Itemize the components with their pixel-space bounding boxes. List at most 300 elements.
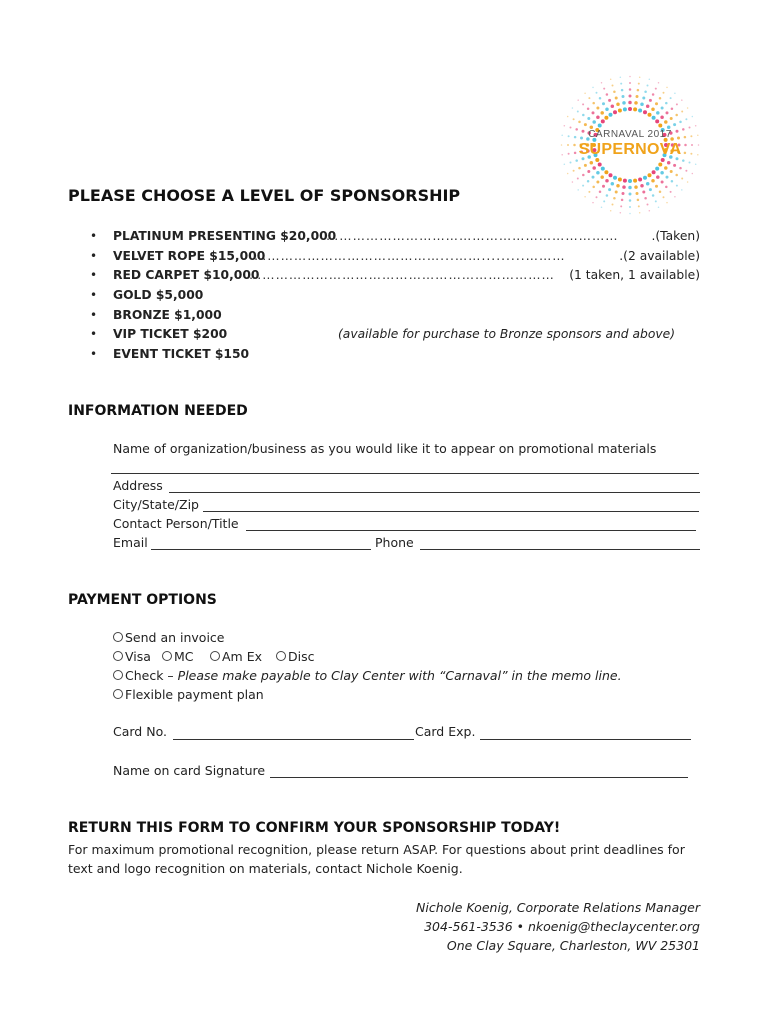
starburst-dot [577, 178, 579, 180]
starburst-dot [612, 204, 614, 206]
starburst-dot [603, 200, 605, 202]
starburst-dot [622, 101, 626, 105]
starburst-dot [636, 95, 639, 98]
starburst-dot [612, 85, 614, 87]
starburst-dot [638, 205, 640, 207]
radio-circle-icon[interactable] [113, 651, 123, 661]
starburst-dot [633, 107, 637, 111]
contact-address: One Clay Square, Charleston, WV 25301 [446, 938, 700, 953]
starburst-logo-graphic [555, 75, 705, 225]
starburst-dot [578, 167, 581, 170]
starburst-dot [647, 85, 649, 87]
starburst-dot [634, 101, 638, 105]
starburst-dot [620, 212, 622, 214]
starburst-dot [697, 154, 699, 156]
option-check[interactable] [113, 666, 622, 685]
starburst-dot [616, 184, 620, 188]
starburst-dot [682, 128, 685, 131]
starburst-dot [671, 180, 674, 183]
starburst-dot [681, 178, 683, 180]
sponsorship-level-list [90, 227, 700, 365]
starburst-dot [620, 205, 622, 207]
starburst-dot [642, 191, 645, 194]
starburst-dot [561, 144, 563, 146]
starburst-dot [638, 83, 640, 85]
starburst-dot [587, 180, 590, 183]
bullet-icon: • [90, 288, 98, 303]
starburst-dot [623, 179, 627, 183]
level-availability: .(Taken) [651, 229, 700, 243]
starburst-dot [676, 103, 678, 105]
starburst-dot [637, 199, 640, 202]
starburst-dot [582, 174, 585, 177]
starburst-dot [671, 107, 674, 110]
starburst-dot [615, 97, 618, 100]
starburst-dot [592, 102, 595, 105]
starburst-dot [601, 207, 603, 209]
radio-circle-icon[interactable] [113, 670, 123, 680]
starburst-dot [656, 111, 660, 115]
starburst-dot [598, 163, 602, 167]
starburst-dot [629, 82, 631, 84]
starburst-dot [691, 144, 693, 146]
starburst-dot [587, 107, 590, 110]
phone-field[interactable] [420, 549, 700, 550]
option-label: Visa [125, 649, 151, 664]
starburst-dot [670, 170, 673, 173]
option-label: Flexible payment plan [125, 687, 264, 702]
starburst-dot [655, 200, 657, 202]
starburst-dot [684, 144, 687, 147]
starburst-dot [572, 107, 574, 109]
starburst-dot [601, 119, 605, 123]
starburst-dot [667, 161, 671, 165]
signature-field[interactable] [270, 777, 688, 778]
logo-year-text: CARNAVAL 2017 [588, 129, 672, 140]
starburst-dot [628, 186, 632, 190]
starburst-dot [687, 107, 689, 109]
level-note: (available for purchase to Bronze sponsors and above) [338, 327, 676, 342]
starburst-dot [660, 171, 664, 175]
starburst-dot [623, 107, 627, 111]
starburst-dot [661, 107, 664, 110]
starburst-dot [652, 170, 656, 174]
starburst-dot [685, 118, 687, 120]
starburst-dot [604, 170, 608, 174]
option-mc[interactable] [162, 647, 194, 666]
starburst-dot [588, 191, 590, 193]
level-red-carpet [90, 266, 700, 286]
starburst-dot [682, 159, 685, 162]
starburst-dot [573, 144, 576, 147]
starburst-dot [596, 115, 600, 119]
card-no-label: Card No. [113, 724, 167, 739]
starburst-dot [681, 189, 683, 191]
starburst-dot [670, 191, 672, 193]
starburst-dot [616, 102, 620, 106]
starburst-dot [684, 152, 687, 155]
bullet-icon: • [90, 248, 98, 263]
starburst-dot [599, 97, 602, 100]
starburst-dot [692, 116, 694, 118]
starburst-dot [622, 192, 625, 195]
payment-heading: PAYMENT OPTIONS [68, 592, 217, 608]
starburst-dot [673, 164, 676, 167]
starburst-dot [610, 210, 612, 212]
starburst-dot [578, 121, 581, 124]
phone-label: Phone [375, 535, 414, 550]
starburst-dot [676, 185, 678, 187]
level-name: GOLD $5,000 [113, 288, 204, 303]
level-gold [90, 286, 700, 306]
leader-dots: ………………………………………………………… [326, 229, 619, 243]
contact-name-title: Nichole Koenig, Corporate Relations Manager [416, 900, 700, 915]
starburst-dot [649, 210, 651, 212]
starburst-dot [572, 181, 574, 183]
card-no-field[interactable] [173, 739, 414, 740]
starburst-dot [598, 124, 602, 128]
starburst-dot [564, 164, 566, 166]
starburst-dot [681, 99, 683, 101]
starburst-dot [606, 194, 609, 197]
supernova-logo [555, 75, 705, 225]
starburst-dot [658, 207, 660, 209]
starburst-dot [584, 196, 586, 198]
card-exp-field[interactable] [480, 739, 691, 740]
starburst-dot [596, 107, 599, 110]
starburst-dot [618, 178, 622, 182]
level-name: PLATINUM PRESENTING $20,000 [113, 229, 337, 243]
option-visa[interactable] [113, 647, 151, 666]
starburst-dot [574, 136, 577, 139]
radio-circle-icon[interactable] [162, 651, 172, 661]
page-title: PLEASE CHOOSE A LEVEL OF SPONSORSHIP [68, 186, 461, 205]
starburst-dot [685, 170, 687, 172]
starburst-dot [684, 136, 687, 139]
starburst-dot [660, 115, 664, 119]
bullet-icon: • [90, 327, 98, 342]
level-bronze [90, 306, 700, 326]
starburst-dot [620, 83, 622, 85]
contact-phone-email: 304-561-3536 • nkoenig@theclaycenter.org [424, 919, 700, 934]
starburst-dot [561, 135, 563, 137]
starburst-dot [622, 185, 626, 189]
starburst-dot [596, 92, 598, 94]
starburst-dot [629, 76, 631, 78]
starburst-dot [652, 194, 655, 197]
starburst-dot [629, 206, 631, 208]
level-velvet-rope [90, 247, 700, 267]
email-field[interactable] [151, 549, 371, 550]
starburst-dot [601, 82, 603, 84]
starburst-dot [659, 97, 662, 100]
starburst-dot [655, 88, 657, 90]
starburst-dot [646, 105, 650, 109]
starburst-dot [638, 109, 642, 113]
starburst-dot [608, 99, 611, 102]
starburst-dot [652, 116, 656, 120]
starburst-dot [674, 92, 676, 94]
starburst-dot [655, 185, 658, 188]
starburst-dot [596, 196, 598, 198]
option-amex[interactable] [210, 647, 262, 666]
starburst-dot [695, 125, 697, 127]
starburst-dot [655, 102, 658, 105]
starburst-dot [677, 137, 680, 140]
level-name: VIP TICKET $200 [113, 327, 228, 342]
contact-person-field[interactable] [246, 530, 696, 531]
signature-label: Name on card Signature [113, 763, 266, 778]
starburst-dot [577, 111, 579, 113]
starburst-dot [646, 182, 650, 186]
starburst-dot [634, 185, 638, 189]
starburst-dot [608, 188, 611, 191]
starburst-dot [666, 87, 668, 89]
starburst-dot [592, 111, 595, 114]
starburst-dot [666, 176, 669, 179]
starburst-dot [613, 176, 617, 180]
starburst-dot [604, 116, 608, 120]
card-exp-label: Card Exp. [415, 724, 476, 739]
starburst-dot [670, 97, 672, 99]
starburst-dot [573, 118, 575, 120]
starburst-dot [666, 202, 668, 204]
starburst-dot [644, 90, 647, 93]
starburst-dot [613, 110, 617, 114]
starburst-dot [679, 167, 682, 170]
starburst-dot [609, 113, 613, 117]
option-label: Send an invoice [125, 630, 225, 645]
starburst-dot [574, 152, 577, 155]
starburst-dot [584, 92, 586, 94]
city-state-zip-field[interactable] [203, 511, 699, 512]
starburst-dot [615, 191, 618, 194]
starburst-dot [651, 179, 655, 183]
starburst-dot [647, 204, 649, 206]
check-note: Please make payable to Clay Center with “Carnaval” in the memo line. [177, 668, 622, 683]
level-name: RED CARPET $10,000 [113, 268, 260, 283]
starburst-dot [582, 130, 585, 133]
address-field[interactable] [169, 492, 700, 493]
starburst-dot [633, 179, 637, 183]
starburst-dot [602, 102, 605, 105]
starburst-dot [621, 89, 624, 92]
starburst-dot [636, 192, 639, 195]
level-availability: (1 taken, 1 available) [569, 268, 700, 283]
logo-word-text: SUPERNOVA [578, 141, 682, 158]
starburst-dot [592, 186, 595, 189]
address-label: Address [113, 478, 163, 493]
level-name: VELVET ROPE $15,000 [113, 248, 266, 263]
starburst-dot [648, 173, 652, 177]
starburst-dot [584, 164, 587, 167]
starburst-dot [613, 90, 616, 93]
return-heading: RETURN THIS FORM TO CONFIRM YOUR SPONSORSHIP TODAY! [68, 820, 561, 836]
starburst-dot [673, 123, 676, 126]
starburst-dot [596, 181, 599, 184]
level-event-ticket [90, 345, 700, 365]
starburst-dot [649, 99, 652, 102]
starburst-dot [582, 114, 585, 117]
starburst-dot [568, 135, 570, 137]
starburst-dot [618, 109, 622, 113]
starburst-dot [681, 111, 683, 113]
starburst-dot [592, 202, 594, 204]
email-label: Email [113, 535, 148, 550]
information-heading: INFORMATION NEEDED [68, 403, 248, 419]
starburst-dot [674, 196, 676, 198]
starburst-dot [629, 193, 632, 196]
starburst-dot [606, 93, 609, 96]
starburst-dot [692, 173, 694, 175]
starburst-dot [582, 103, 584, 105]
starburst-dot [656, 175, 660, 179]
radio-circle-icon[interactable] [276, 651, 286, 661]
starburst-dot [689, 127, 691, 129]
contact-block [416, 898, 700, 955]
starburst-dot [639, 212, 641, 214]
starburst-dot [665, 102, 668, 105]
starburst-dot [639, 76, 641, 78]
starburst-dot [651, 107, 655, 111]
starburst-dot [587, 117, 590, 120]
starburst-dot [679, 121, 682, 124]
starburst-dot [621, 199, 624, 202]
radio-circle-icon[interactable] [113, 632, 123, 642]
option-flexible-plan[interactable] [113, 685, 264, 704]
starburst-dot [613, 197, 616, 200]
return-paragraph: For maximum promotional recognition, please return ASAP. For questions about print deadlines for text and logo recognition on materials, contact Nichole Koenig. [68, 842, 685, 876]
starburst-dot [611, 105, 615, 109]
starburst-dot [670, 117, 673, 120]
starburst-dot [695, 164, 697, 166]
starburst-dot [664, 120, 668, 124]
starburst-dot [564, 125, 566, 127]
starburst-dot [658, 163, 662, 167]
starburst-dot [652, 93, 655, 96]
starburst-dot [592, 176, 595, 179]
starburst-dot [658, 124, 662, 128]
starburst-dot [655, 167, 659, 171]
starburst-dot [575, 159, 578, 162]
option-label: Am Ex [222, 649, 262, 664]
starburst-dot [629, 95, 632, 98]
starburst-dot [661, 158, 665, 162]
radio-circle-icon[interactable] [113, 689, 123, 699]
option-disc[interactable] [276, 647, 314, 666]
starburst-dot [637, 89, 640, 92]
starburst-dot [567, 116, 569, 118]
starburst-dot [643, 110, 647, 114]
starburst-dot [603, 88, 605, 90]
starburst-dot [577, 189, 579, 191]
option-send-invoice[interactable] [113, 628, 225, 647]
starburst-dot [609, 173, 613, 177]
starburst-dot [622, 95, 625, 98]
starburst-dot [661, 181, 664, 184]
starburst-dot [577, 99, 579, 101]
starburst-dot [595, 158, 599, 162]
starburst-dot [643, 176, 647, 180]
starburst-dot [664, 166, 668, 170]
starburst-dot [663, 196, 665, 198]
starburst-dot [629, 199, 632, 202]
starburst-dot [592, 166, 596, 170]
starburst-dot [638, 178, 642, 182]
starburst-dot [655, 119, 659, 123]
bullet-icon: • [90, 268, 98, 283]
starburst-dot [600, 175, 604, 179]
starburst-dot [690, 135, 692, 137]
starburst-dot [676, 130, 679, 133]
starburst-dot [596, 171, 600, 175]
starburst-dot [698, 144, 700, 146]
starburst-dot [687, 181, 689, 183]
leader-dots: ……………………………………...…….........……… [254, 248, 566, 263]
starburst-dot [629, 88, 632, 91]
level-vip-ticket [90, 325, 700, 345]
starburst-dot [675, 114, 678, 117]
level-name: EVENT TICKET $150 [113, 347, 250, 362]
org-name-field[interactable] [111, 473, 699, 474]
starburst-dot [611, 182, 615, 186]
starburst-dot [649, 188, 652, 191]
starburst-dot [649, 79, 651, 81]
starburst-dot [567, 173, 569, 175]
starburst-dot [580, 137, 583, 140]
starburst-dot [642, 97, 645, 100]
option-label: Disc [288, 649, 315, 664]
starburst-dot [666, 111, 669, 114]
starburst-dot [605, 107, 609, 111]
starburst-dot [600, 111, 604, 115]
starburst-dot [573, 170, 575, 172]
starburst-dot [605, 179, 609, 183]
starburst-dot [570, 127, 572, 129]
starburst-dot [628, 179, 632, 183]
starburst-dot [628, 101, 632, 105]
radio-circle-icon[interactable] [210, 651, 220, 661]
org-name-label: Name of organization/business as you would like it to appear on promotional materials [113, 441, 657, 456]
bullet-icon: • [90, 307, 98, 322]
starburst-dot [675, 174, 678, 177]
starburst-dot [561, 154, 563, 156]
level-availability: .(2 available) [619, 248, 700, 263]
starburst-dot [689, 162, 691, 164]
bullet-icon: • [90, 229, 98, 243]
starburst-dot [592, 87, 594, 89]
option-label: Check – [125, 668, 178, 683]
starburst-dot [620, 76, 622, 78]
starburst-dot [590, 161, 594, 165]
starburst-dot [582, 185, 584, 187]
starburst-dot [658, 82, 660, 84]
bullet-icon: • [90, 347, 98, 362]
starburst-dot [587, 170, 590, 173]
option-label: MC [174, 649, 194, 664]
starburst-dot [629, 213, 631, 215]
starburst-dot [663, 92, 665, 94]
level-platinum [90, 227, 700, 247]
starburst-dot [601, 167, 605, 171]
starburst-dot [584, 123, 587, 126]
starburst-dot [644, 197, 647, 200]
starburst-dot [690, 153, 692, 155]
starburst-dot [568, 153, 570, 155]
starburst-dot [575, 128, 578, 131]
starburst-dot [659, 190, 662, 193]
starburst-dot [610, 79, 612, 81]
